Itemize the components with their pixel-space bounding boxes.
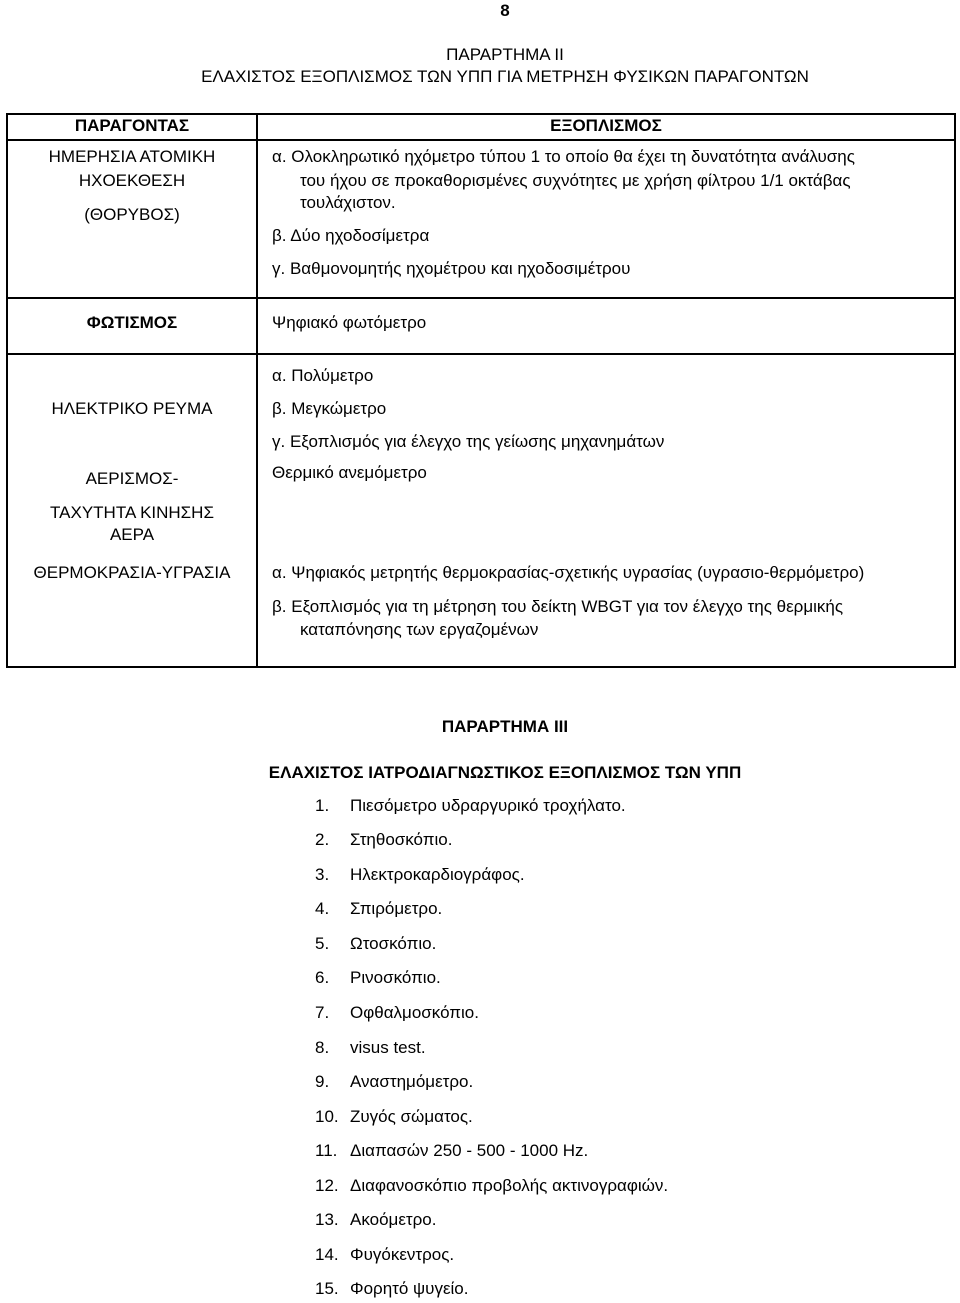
list-item-text: Φορητό ψυγείο. [350,1279,469,1298]
list-item-text: Διαπασών 250 - 500 - 1000 Hz. [350,1141,589,1160]
list-item [315,829,935,851]
list-item-text: visus test. [350,1038,426,1057]
table-row-divider [6,297,956,299]
list-item-text: Ζυγός σώματος. [350,1107,473,1126]
list-item [315,1244,935,1266]
factor-ventilation-line-3: ΑΕΡΑ [109,525,155,544]
list-item [315,1140,935,1162]
list-item-number: 3. [315,865,330,884]
annex-3-title: ΠΑΡΑΡΤΗΜΑ ΙΙΙ [441,717,569,736]
list-item-text: Ηλεκτροκαρδιογράφος. [350,865,525,884]
list-item-text: Πιεσόμετρο υδραργυρικό τροχήλατο. [350,796,626,815]
list-item-number: 9. [315,1072,330,1091]
list-item-number: 8. [315,1038,330,1057]
factor-electric: ΗΛΕΚΤΡΙΚΟ ΡΕΥΜΑ [51,399,213,418]
list-item [315,864,935,886]
list-item-number: 11. [315,1141,338,1160]
table-header-divider [6,139,956,141]
list-item-number: 10. [315,1107,339,1126]
equipment-noise-a: α. Ολοκληρωτικό ηχόμετρο τύπου 1 το οποίο θα έχει τη δυνατότητα ανάλυσης [272,147,855,166]
factor-temperature: ΘΕΡΜΟΚΡΑΣΙΑ-ΥΓΡΑΣΙΑ [33,563,231,582]
list-item-number: 13. [315,1210,339,1229]
table-column-divider [256,113,258,668]
list-item-number: 2. [315,830,330,849]
equipment-noise-b: β. Δύο ηχοδοσίμετρα [272,226,430,245]
list-item [315,795,935,817]
equipment-temperature-a: α. Ψηφιακός μετρητής θερμοκρασίας-σχετικής υγρασίας (υγρασιο-θερμόμετρο) [272,563,865,582]
equipment-noise-c: γ. Βαθμονομητής ηχομέτρου και ηχοδοσιμέτρου [272,259,631,278]
equipment-electric-a: α. Πολύμετρο [272,366,374,385]
list-item-text: Ρινοσκόπιο. [350,968,441,987]
list-item-text: Ωτοσκόπιο. [350,934,437,953]
list-item-number: 15. [315,1279,339,1298]
factor-ventilation-line-1: ΑΕΡΙΣΜΟΣ- [85,469,179,488]
list-item [315,898,935,920]
list-item-number: 6. [315,968,330,987]
factor-noise-line-3: (ΘΟΡΥΒΟΣ) [84,205,180,224]
annex-3-subtitle: ΕΛΑΧΙΣΤΟΣ ΙΑΤΡΟΔΙΑΓΝΩΣΤΙΚΟΣ ΕΞΟΠΛΙΣΜΟΣ ΤΩΝ ΥΠΠ [268,763,742,782]
list-item-number: 7. [315,1003,330,1022]
list-item-text: Διαφανοσκόπιο προβολής ακτινογραφιών. [350,1176,669,1195]
equipment-temperature-b: β. Εξοπλισμός για τη μέτρηση του δείκτη WBGT για τον έλεγχο της θερμικής [272,597,844,616]
list-item [315,1037,935,1059]
table-header-factor: ΠΑΡΑΓΟΝΤΑΣ [74,116,190,135]
annex-2-subtitle: ΕΛΑΧΙΣΤΟΣ ΕΞΟΠΛΙΣΜΟΣ ΤΩΝ ΥΠΠ ΓΙΑ ΜΕΤΡΗΣΗ ΦΥΣΙΚΩΝ ΠΑΡΑΓΟΝΤΩΝ [201,67,809,86]
list-item [315,967,935,989]
factor-noise-line-2: ΗΧΟΕΚΘΕΣΗ [78,171,186,190]
factor-lighting: ΦΩΤΙΣΜΟΣ [86,313,178,332]
equipment-electric-b: β. Μεγκώμετρο [272,399,387,418]
list-item-number: 5. [315,934,330,953]
factor-ventilation-line-2: ΤΑΧΥΤΗΤΑ ΚΙΝΗΣΗΣ [50,503,214,522]
list-item-text: Σπιρόμετρο. [350,899,443,918]
annex-2-title: ΠΑΡΑΡΤΗΜΑ ΙΙ [446,45,564,64]
equipment-lighting: Ψηφιακό φωτόμετρο [272,313,427,332]
equipment-noise-a-cont: του ήχου σε προκαθορισμένες συχνότητες με χρήση φίλτρου 1/1 οκτάβας [300,171,851,190]
list-item-text: Φυγόκεντρος. [350,1245,455,1264]
page-number: 8 [500,1,510,20]
table-row-divider [6,353,956,355]
equipment-temperature-b-cont: καταπόνησης των εργαζομένων [300,620,539,639]
list-item-text: Αναστημόμετρο. [350,1072,474,1091]
list-item-number: 12. [315,1176,339,1195]
list-item [315,1209,935,1231]
list-item [315,1071,935,1093]
list-item-text: Στηθοσκόπιο. [350,830,453,849]
equipment-ventilation: Θερμικό ανεμόμετρο [272,463,427,482]
list-item [315,1106,935,1128]
list-item-number: 14. [315,1245,339,1264]
list-item-text: Οφθαλμοσκόπιο. [350,1003,479,1022]
factor-noise-line-1: ΗΜΕΡΗΣΙΑ ΑΤΟΜΙΚΗ [48,147,216,166]
list-item [315,1278,935,1300]
list-item [315,1175,935,1197]
table-header-equipment: ΕΞΟΠΛΙΣΜΟΣ [550,116,662,135]
equipment-electric-c: γ. Εξοπλισμός για έλεγχο της γείωσης μηχανημάτων [272,432,665,451]
list-item-number: 4. [315,899,330,918]
list-item-text: Ακοόμετρο. [350,1210,437,1229]
list-item [315,933,935,955]
list-item [315,1002,935,1024]
equipment-noise-a-cont: τουλάχιστον. [300,193,396,212]
list-item-number: 1. [315,796,330,815]
